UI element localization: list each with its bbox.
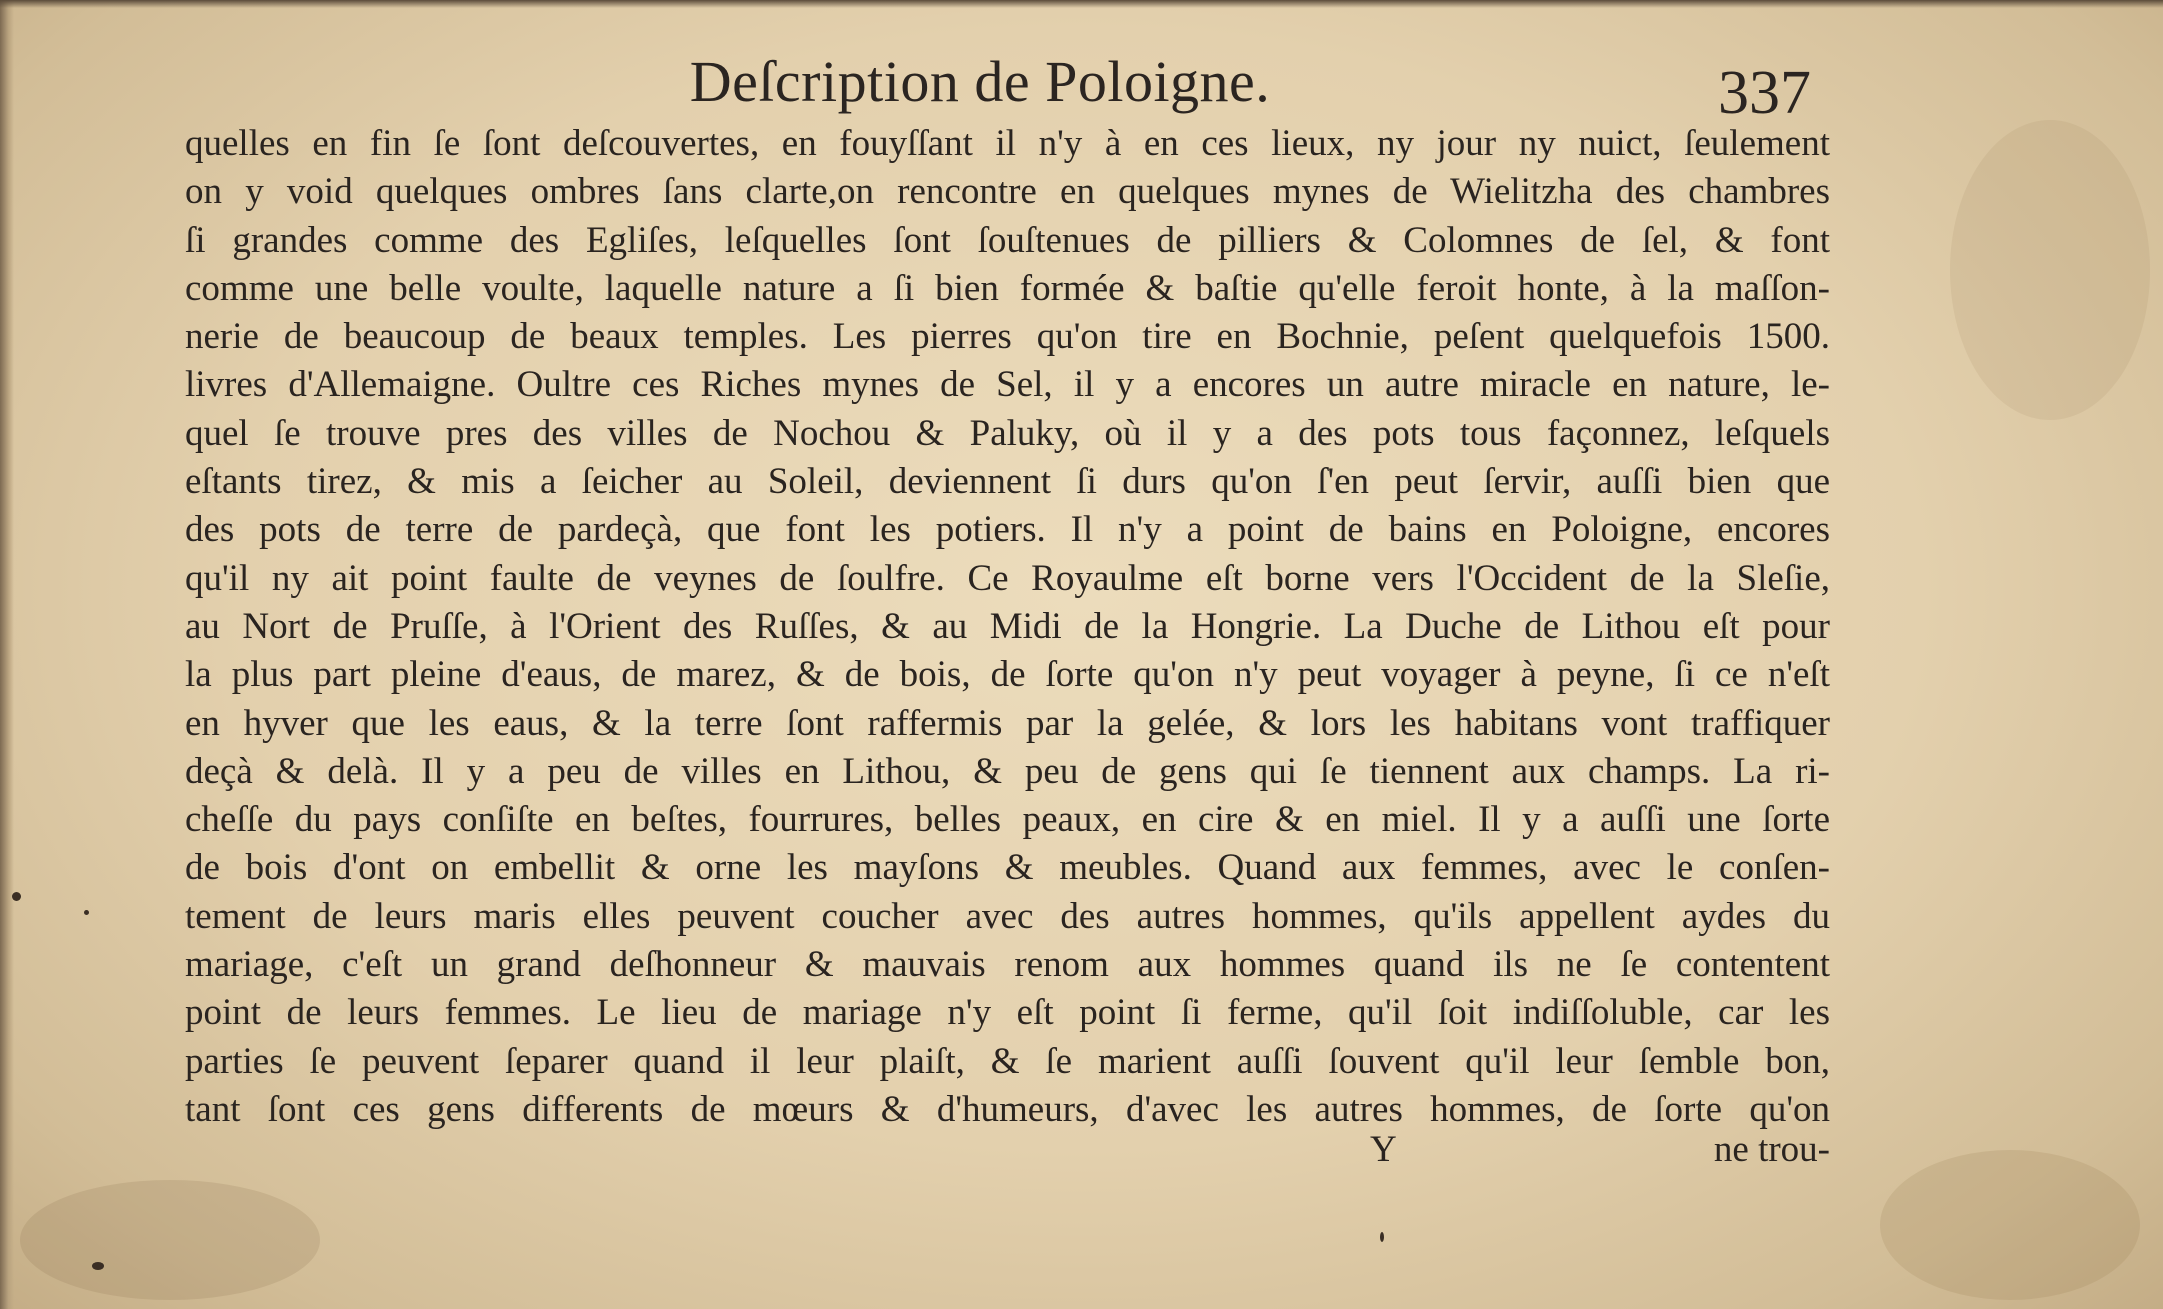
signature-mark: Y — [1370, 1129, 1397, 1170]
text-line: mariage, c'eſt un grand deſhonneur & mauvais renom aux hommes quand ils ne ſe contentent — [185, 944, 1830, 986]
text-line: eſtants tirez, & mis a ſeicher au Soleil, deviennent ſi durs qu'on ſ'en peut ſervir, auſſi bien que — [185, 461, 1830, 503]
text-line: des pots de terre de pardeçà, que font les potiers. Il n'y a point de bains en Poloigne, encores — [185, 509, 1830, 551]
text-line: comme une belle voulte, laquelle nature a ſi bien formée & baſtie qu'elle feroit honte, à la maſſon- — [185, 267, 1830, 309]
text-line: quelles en fin ſe ſont deſcouvertes, en fouyſſant il n'y à en ces lieux, ny jour ny nuict, ſeulement — [185, 123, 1830, 164]
page-footer — [185, 1128, 1830, 1178]
paper-stain — [20, 1180, 320, 1300]
ink-speck — [84, 910, 89, 915]
text-line: nerie de beaucoup de beaux temples. Les pierres qu'on tire en Bochnie, peſent quelquefois 1500. — [185, 316, 1830, 358]
text-line: on y void quelques ombres ſans clarte,on rencontre en quelques mynes de Wielitzha des chambres — [185, 171, 1830, 213]
text-line: tant ſont ces gens differents de mœurs & d'humeurs, d'avec les autres hommes, de ſorte qu'on — [185, 1088, 1830, 1130]
text-line: qu'il ny ait point faulte de veynes de ſoulfre. Ce Royaulme eſt borne vers l'Occident de la Sleſie, — [185, 557, 1830, 599]
running-title: Deſcription de Poloigne. — [689, 49, 1271, 114]
text-line: au Nort de Pruſſe, à l'Orient des Ruſſes, & au Midi de la Hongrie. La Duche de Lithou eſt pour — [185, 605, 1830, 647]
text-line: ſi grandes comme des Egliſes, leſquelles ſont ſouſtenues de pilliers & Colomnes de ſel, & font — [185, 219, 1830, 261]
text-line: quel ſe trouve pres des villes de Nochou & Paluky, où il y a des pots tous façonnez, leſquels — [185, 412, 1830, 454]
page-top-edge — [0, 0, 2163, 8]
page-binding-edge — [0, 0, 14, 1309]
text-line: de bois d'ont on embellit & orne les mayſons & meubles. Quand aux femmes, avec le conſen- — [185, 847, 1830, 889]
paper-stain — [1950, 120, 2150, 420]
catchword: ne trou- — [1713, 1129, 1830, 1170]
ink-speck — [1380, 1232, 1384, 1242]
text-line: parties ſe peuvent ſeparer quand il leur plaiſt, & ſe marient auſſi ſouvent qu'il leur ſemble bon, — [185, 1040, 1830, 1082]
text-line: point de leurs femmes. Le lieu de mariage n'y eſt point ſi ferme, qu'il ſoit indiſſoluble, car les — [185, 992, 1830, 1034]
text-line: livres d'Allemaigne. Oultre ces Riches mynes de Sel, il y a encores un autre miracle en nature, le- — [185, 364, 1830, 406]
paper-stain — [1880, 1150, 2140, 1300]
page-number: 337 — [1718, 59, 1811, 127]
ink-speck — [92, 1262, 104, 1270]
text-line: tement de leurs maris elles peuvent coucher avec des autres hommes, qu'ils appellent aydes du — [185, 895, 1830, 937]
text-line: la plus part pleine d'eaus, de marez, & de bois, de ſorte qu'on n'y peut voyager à peyne, ſi ce n'eſt — [185, 654, 1830, 696]
text-line: deçà & delà. Il y a peu de villes en Lithou, & peu de gens qui ſe tiennent aux champs. La ri- — [185, 750, 1830, 792]
text-line: en hyver que les eaus, & la terre ſont raffermis par la gelée, & lors les habitans vont traffiquer — [185, 702, 1830, 744]
ink-speck — [12, 892, 21, 901]
body-text — [185, 120, 1830, 1134]
text-line: cheſſe du pays conſiſte en beſtes, fourrures, belles peaux, en cire & en miel. Il y a auſſi une ſorte — [185, 799, 1830, 841]
